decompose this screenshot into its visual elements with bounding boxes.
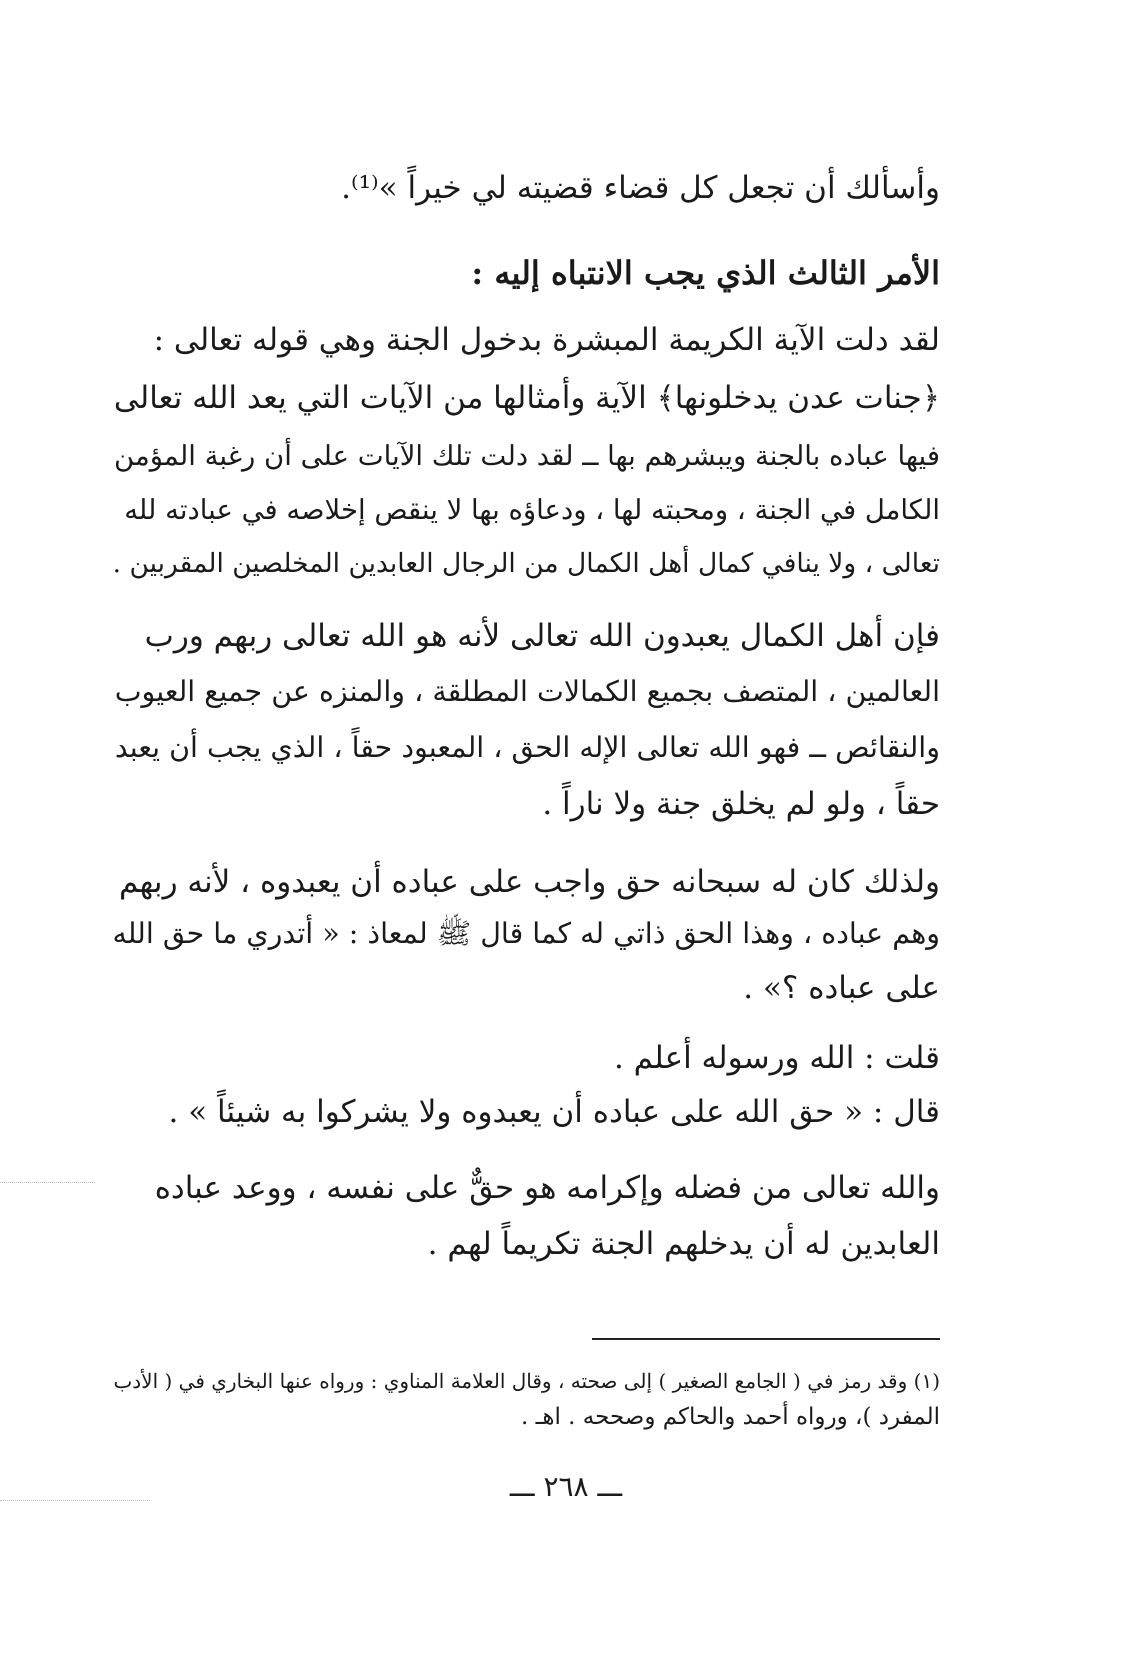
paragraph-2-line-4: الكامل في الجنة ، ومحبته لها ، ودعاؤه بها لا ينقص إخلاصه في عبادته لله	[124, 494, 940, 526]
paragraph-2-line-3: فيها عباده بالجنة ويبشرهم بها ــ لقد دلت تلك الآيات على أن رغبة المؤمن	[114, 440, 940, 472]
paragraph-5-line-1: والله تعالى من فضله وإكرامه هو حقٌّ على نفسه ، ووعد عباده	[154, 1170, 940, 1206]
footnote-line-1: (١) وقد رمز في ( الجامع الصغير ) إلى صحته ، وقال العلامة المناوي : ورواه عنها البخاري في ( الأدب	[113, 1369, 940, 1393]
dialogue-line-1: قلت : الله ورسوله أعلم .	[613, 1040, 940, 1076]
paragraph-2-line-2: ﴿جنات عدن يدخلونها﴾ الآية وأمثالها من الآيات التي يعد الله تعالى	[113, 380, 940, 416]
section-heading: الأمر الثالث الذي يجب الانتباه إليه :	[471, 254, 940, 292]
paragraph-4-line-3: على عباده ؟» .	[743, 970, 940, 1006]
paragraph-4-line-1: ولذلك كان له سبحانه حق واجب على عباده أن يعبدوه ، لأنه ربهم	[119, 864, 940, 900]
paragraph-3-line-3: والنقائص ــ فهو الله تعالى الإله الحق ، المعبود حقاً ، الذي يجب أن يعبد	[114, 731, 940, 764]
paragraph-3-line-2: العالمين ، المتصف بجميع الكمالات المطلقة ، والمنزه عن جميع العيوب	[114, 675, 940, 708]
paragraph-2-line-5: تعالى ، ولا ينافي كمال أهل الكمال من الرجال العابدين المخلصين المقربين .	[112, 548, 940, 579]
paragraph-1-line-1: وأسألك أن تجعل كل قضاء قضيته لي خيراً »⁽¹⁾.	[341, 170, 940, 206]
paragraph-2-line-1: لقد دلت الآية الكريمة المبشرة بدخول الجنة وهي قوله تعالى :	[153, 322, 940, 358]
paragraph-3-line-1: فإن أهل الكمال يعبدون الله تعالى لأنه هو الله تعالى ربهم ورب	[144, 618, 940, 654]
dialogue-line-2: قال : « حق الله على عباده أن يعبدوه ولا يشركوا به شيئاً » .	[168, 1094, 940, 1130]
paragraph-3-line-4: حقاً ، ولو لم يخلق جنة ولا ناراً .	[542, 786, 940, 822]
footnote-line-2: المفرد )، ورواه أحمد والحاكم وصححه . اهـ .	[520, 1404, 940, 1430]
footnote-separator	[592, 1338, 940, 1340]
paragraph-5-line-2: العابدين له أن يدخلهم الجنة تكريماً لهم .	[427, 1226, 940, 1262]
page-number: ـــ ٢٦٨ ـــ	[509, 1470, 623, 1503]
paragraph-4-line-2: وهم عباده ، وهذا الحق ذاتي له كما قال ﷺ لمعاذ : « أتدري ما حق الله	[112, 917, 940, 950]
scan-edge-mark	[0, 1182, 95, 1183]
scan-edge-mark	[0, 1500, 150, 1501]
